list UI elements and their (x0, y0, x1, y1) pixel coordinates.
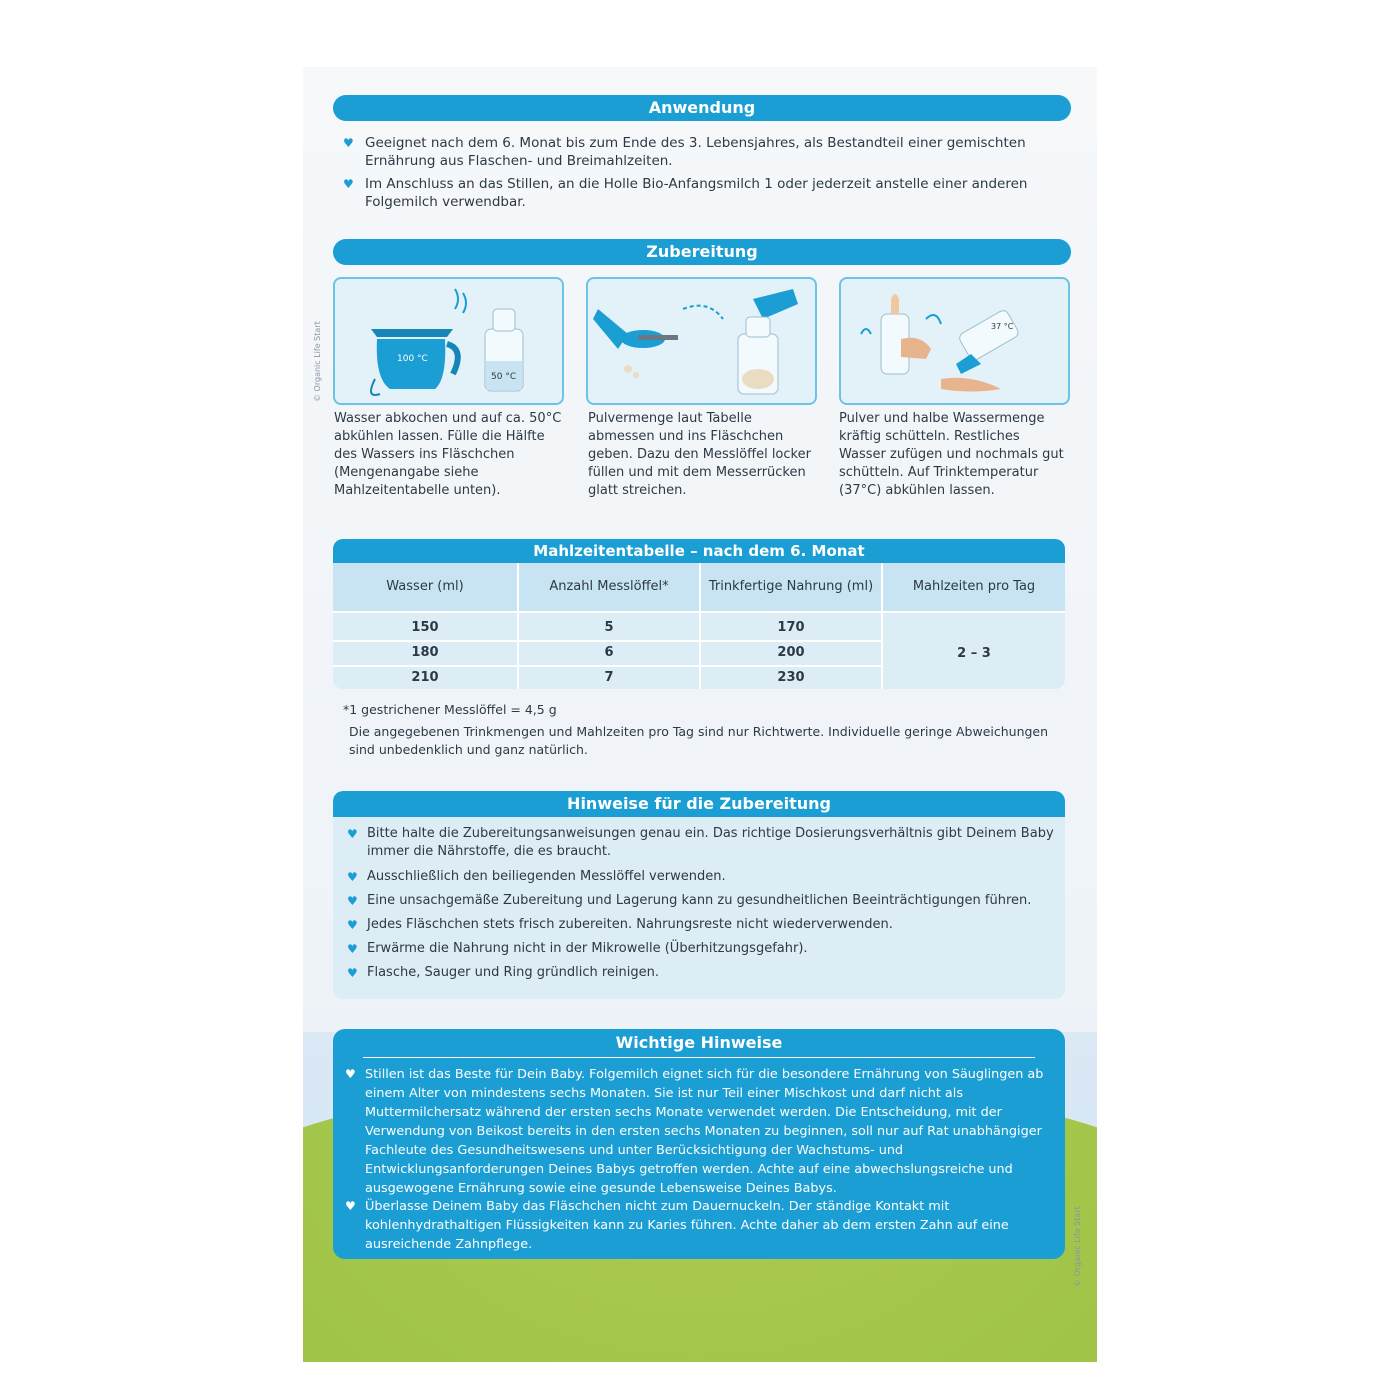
table-header-cell: Trinkfertige Nahrung (ml) (708, 579, 874, 594)
scoop-and-bottle-icon (588, 279, 815, 403)
heart-icon: ♥ (347, 918, 358, 932)
svg-text:100 °C: 100 °C (397, 354, 428, 364)
table-cell: 170 (777, 620, 805, 635)
zubereitung-title: Zubereitung (333, 239, 1071, 265)
heart-icon: ♥ (345, 1199, 356, 1213)
wichtige-hinweise-box (333, 1029, 1065, 1259)
side-copyright-right: © Organic Life Start (1073, 1206, 1082, 1287)
svg-text:37 °C: 37 °C (991, 322, 1014, 331)
hinweise-item: ♥ Ausschließlich den beiliegenden Messlöffel verwenden. (347, 869, 726, 884)
hinweise-title: Hinweise für die Zubereitung (333, 791, 1065, 817)
anwendung-item: ♥ Geeignet nach dem 6. Monat bis zum Ende des 3. Lebensjahres, als Bestandteil einer gemischten Ernährung aus Flaschen- und Breimahlzeiten. (343, 135, 1026, 169)
table-header-cell: Mahlzeiten pro Tag (912, 579, 1036, 594)
table-row (333, 665, 881, 689)
package-back (303, 67, 1097, 1362)
table-header-cell: Wasser (ml) (386, 579, 464, 594)
table-row (333, 615, 881, 640)
hinweise-box (333, 791, 1065, 999)
table-title: Mahlzeitentabelle – nach dem 6. Monat (333, 539, 1065, 563)
heart-icon: ♥ (347, 870, 358, 884)
wichtig-item: ♥ Überlasse Deinem Baby das Fläschchen nicht zum Dauernuckeln. Der ständige Kontakt mit kohlenhydrathaltigen Flüssigkeiten kann zu Karies führen. Achte daher ab dem ersten Zahn auf eine ausreichende Zahnpflege. (345, 1199, 1009, 1252)
table-cell: 230 (777, 670, 805, 685)
table-header-cell: Anzahl Messlöffel* (549, 579, 669, 594)
wichtig-item: ♥ Stillen ist das Beste für Dein Baby. Folgemilch eignet sich für die besondere Ernährung von Säuglingen ab einem Alter von mindestens sechs Monaten. Sie ist nur Teil einer Mischkost und darf nicht als Muttermilchersatz während der ersten sechs Monate verwendet werden. Die Entscheidung, mit der Verwendung von Beikost bereits in den ersten sechs Monaten zu beginnen, soll nur auf Rat unabhängiger Fachleute des Gesundheitswesens und unter Berücksichtigung der Wachstums- und Entwicklungsanforderungen Deines Babys getroffen werden. Achte auf eine abwechslungsreiche und ausgewogene Ernährung sowie eine gesunde Lebensweise Deines Babys. (345, 1067, 1044, 1196)
hinweise-item: ♥ Bitte halte die Zubereitungsanweisungen genau ein. Das richtige Dosierungsverhältnis gibt Deinem Baby immer die Nährstoffe, die es braucht. (347, 826, 1054, 859)
meal-table (333, 539, 1065, 689)
anwendung-title: Anwendung (333, 95, 1071, 121)
hinweise-item: ♥ Eine unsachgemäße Zubereitung und Lagerung kann zu gesundheitlichen Beeinträchtigungen führen. (347, 893, 1032, 908)
step-2-text: Pulvermenge laut Tabelle abmessen und ins Fläschchen geben. Dazu den Messlöffel locker füllen und mit dem Messerrücken glatt streichen. (588, 411, 811, 498)
heart-icon: ♥ (347, 894, 358, 908)
table-cell: 5 (604, 620, 614, 635)
heart-icon: ♥ (345, 1067, 356, 1081)
step-1-text: Wasser abkochen und auf ca. 50°C abkühlen lassen. Fülle die Hälfte des Wassers ins Fläschchen (Mengenangabe siehe Mahlzeitentabelle unten). (334, 411, 562, 498)
table-cell: 200 (777, 645, 805, 660)
heart-icon: ♥ (343, 136, 354, 150)
heart-icon: ♥ (343, 177, 354, 191)
wichtige-hinweise-title: Wichtige Hinweise (363, 1029, 1035, 1058)
svg-text:50 °C: 50 °C (491, 372, 517, 382)
table-cell: 210 (411, 670, 439, 685)
heart-icon: ♥ (347, 942, 358, 956)
heart-icon: ♥ (347, 827, 358, 841)
table-cell: 150 (411, 620, 439, 635)
kettle-and-bottle-icon (335, 279, 562, 403)
shake-bottle-icon (841, 279, 1068, 403)
hinweise-item: ♥ Erwärme die Nahrung nicht in der Mikrowelle (Überhitzungsgefahr). (347, 941, 808, 956)
hinweise-item: ♥ Flasche, Sauger und Ring gründlich reinigen. (347, 965, 660, 980)
table-cell: 180 (411, 645, 439, 660)
side-copyright-left: © Organic Life Start (313, 321, 322, 402)
step-1-illustration (333, 277, 564, 405)
table-row (333, 640, 881, 665)
table-note: Die angegebenen Trinkmengen und Mahlzeiten pro Tag sind nur Richtwerte. Individuelle geringe Abweichungen sind unbedenklich und ganz natürlich. (349, 724, 1049, 757)
step-2-illustration (586, 277, 817, 405)
step-3-illustration (839, 277, 1070, 405)
step-3-text: Pulver und halbe Wassermenge kräftig schütteln. Restliches Wasser zufügen und nochmals gut schütteln. Auf Trinktemperatur (37°C) abkühlen lassen. (839, 411, 1064, 498)
heart-icon: ♥ (347, 966, 358, 980)
anwendung-item: ♥ Im Anschluss an das Stillen, an die Holle Bio-Anfangsmilch 1 oder jederzeit anstelle einer anderen Folgemilch verwendbar. (343, 176, 1028, 210)
table-footnote: *1 gestrichener Messlöffel = 4,5 g (343, 702, 557, 717)
meals-per-day-cell: 2 – 3 (957, 646, 991, 661)
hinweise-item: ♥ Jedes Fläschchen stets frisch zubereiten. Nahrungsreste nicht wiederverwenden. (347, 917, 893, 932)
table-cell: 7 (604, 670, 614, 685)
table-cell: 6 (604, 645, 614, 660)
